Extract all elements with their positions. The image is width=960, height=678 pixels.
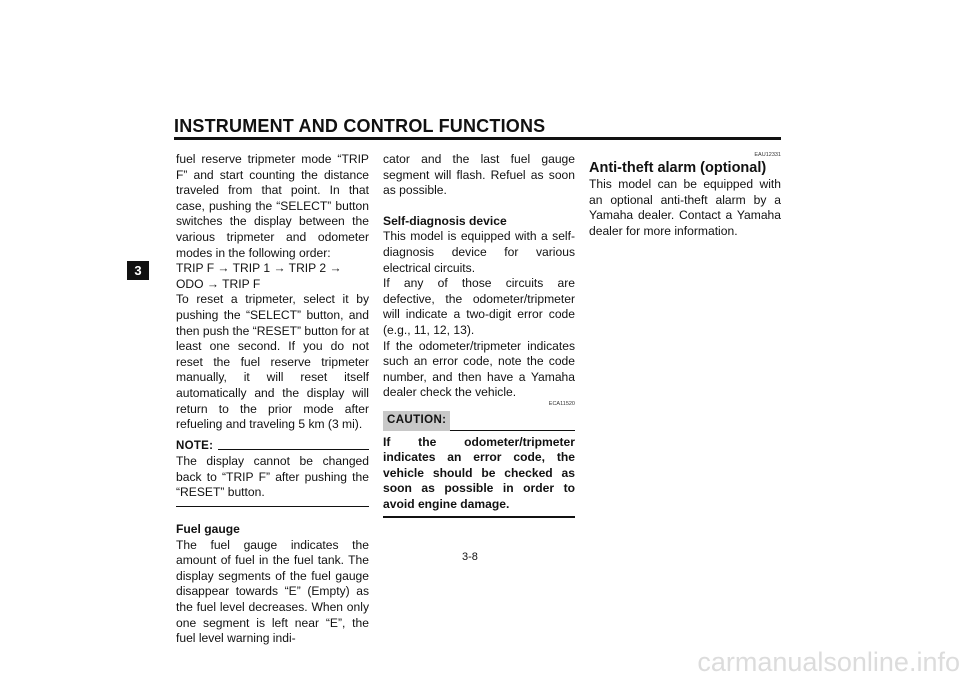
column-2: [383, 152, 575, 518]
section-heading-anti-theft: Anti-theft alarm (optional): [589, 160, 767, 176]
mode-sequence: TRIP F → TRIP 1 → TRIP 2 → ODO → TRIP F: [176, 261, 342, 291]
note-text: The display cannot be changed back to “TRIP F” after pushing the “RESET” button.: [176, 454, 369, 500]
column-1: [176, 152, 369, 647]
divider: [218, 449, 369, 450]
paragraph: This model can be equipped with an optional anti-theft alarm by a Yamaha dealer. Contact a Yamaha dealer for more information.: [589, 177, 781, 238]
section-heading-fuel-gauge: Fuel gauge: [176, 522, 240, 537]
paragraph: This model is equipped with a self-diagnosis device for various electrical circuits.: [383, 229, 575, 275]
watermark: carmanualsonline.info: [697, 647, 960, 677]
note-label: NOTE:: [176, 439, 214, 452]
column-3: [589, 152, 781, 239]
paragraph: cator and the last fuel gauge segment will flash. Refuel as soon as possible.: [383, 152, 575, 198]
paragraph: The fuel gauge indicates the amount of fuel in the fuel tank. The display segments of the fuel gauge disappear towards “E” (Empty) as the fuel level decreases. When only one segment is left near “E”, the fuel level warning indi-: [176, 537, 369, 646]
divider: [450, 430, 575, 431]
page-number: 3-8: [462, 551, 478, 563]
paragraph: To reset a tripmeter, select it by pushing the “SELECT” button, and then push the “RESET” button for at least one second. If you do not reset the fuel reserve tripmeter manually, it will reset itself automatically and the display will return to the prior mode after refueling and traveling 5 km (3 mi).: [176, 292, 369, 432]
paragraph: If the odometer/tripmeter indicates such an error code, note the code number, and then have a Yamaha dealer check the vehicle.: [383, 338, 575, 400]
paragraph: fuel reserve tripmeter mode “TRIP F” and start counting the distance traveled from that point. In that case, pushing the “SELECT” button switches the display between the various tripmeter and odometer modes in the following order:: [176, 152, 369, 260]
section-heading-self-diagnosis: Self-diagnosis device: [383, 213, 507, 228]
chapter-tab: 3: [127, 261, 149, 280]
note-box: [176, 439, 369, 507]
reference-code: ECA11520: [548, 400, 575, 407]
caution-box: [383, 411, 575, 431]
reference-code: EAU12331: [754, 152, 781, 158]
divider: [383, 516, 575, 518]
paragraph: If any of those circuits are defective, the odometer/tripmeter will indicate a two-digit error code (e.g., 11, 12, 13).: [383, 276, 575, 337]
caution-label: CAUTION:: [383, 411, 450, 431]
caution-text: If the odometer/tripmeter indicates an error code, the vehicle should be checked as soon as possible in order to avoid engine damage.: [383, 434, 575, 511]
header-rule: [174, 137, 781, 140]
page-title: INSTRUMENT AND CONTROL FUNCTIONS: [174, 116, 546, 136]
